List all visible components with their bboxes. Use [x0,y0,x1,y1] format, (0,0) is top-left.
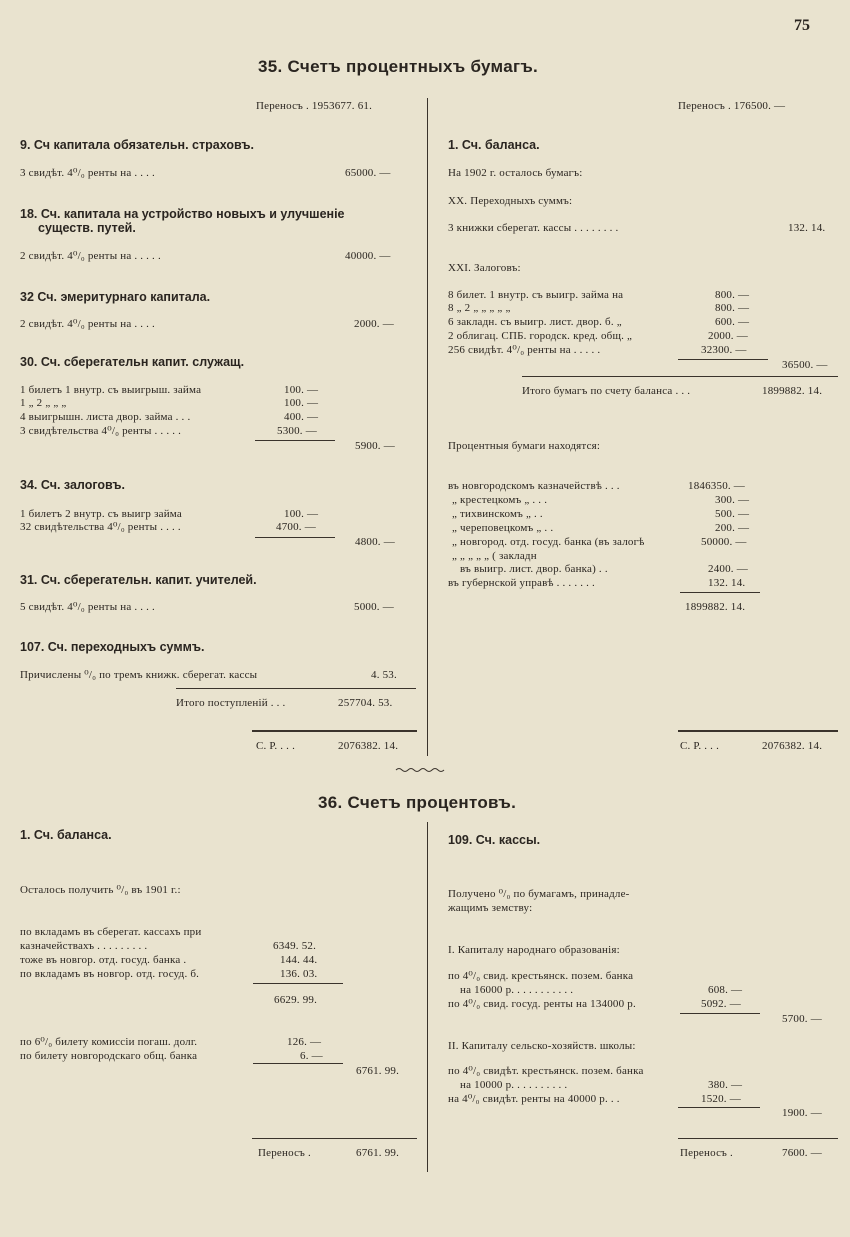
interest-row-value: 136. 03. [280,968,318,980]
column-divider [427,822,428,1172]
account-107-heading: 107. Сч. переходныхъ суммъ. [20,640,205,654]
location-row-value: 500. — [715,508,750,520]
section-35-title: 35. Счетъ процентныхъ бумагъ. [258,57,539,76]
location-total: 1899882. 14. [685,601,746,613]
account-32-heading: 32 Сч. эмеритурнаго капитала. [20,290,211,304]
transit-sums-line: 3 книжки сберегат. кассы . . . . . . . . [448,222,619,234]
sum-rule [678,730,838,732]
subtotal-rule [678,359,768,360]
account-9-line: 3 свидѣт. 4⁰/₀ ренты на . . . . [20,167,155,179]
account-107-line: Причислены ⁰/₀ по тремъ книжк. сберегат. кассы [20,669,258,681]
grand-total-label: С. Р. . . . [680,740,720,752]
transit-sums-value: 132. 14. [788,222,826,234]
account-9-heading: 9. Сч капитала обязательн. страховъ. [20,138,254,152]
account-34-row-value: 4700. — [276,521,316,533]
account-30-row: 1 „ 2 „ „ „ [20,397,67,409]
deposit-row: 256 свидѣт. 4⁰/₀ ренты на . . . . . [448,344,601,356]
interest-row: по 6⁰/₀ билету комиссіи погаш. долг. [20,1036,198,1048]
account-31-heading: 31. Сч. сберегательн. капит. учителей. [20,573,257,587]
account-18-value: 40000. — [345,250,391,262]
sum-rule [678,1138,838,1139]
balance-total-label: Итого бумагъ по счету баланса . . . [522,385,691,397]
capital-i-row-value: 608. — [708,984,743,996]
subtotal-rule [255,537,335,538]
interest-row-value: 6. — [300,1050,323,1062]
location-row: „ новгород. отд. госуд. банка (въ залогѣ [452,536,645,548]
deposit-row: 2 облигац. СПБ. городск. кред. общ. „ [448,330,633,342]
capital-ii-row-value: 1520. — [701,1093,741,1105]
location-row: въ губернской управѣ . . . . . . . [448,577,595,589]
sum-rule [252,730,417,732]
interest-row-value: 144. 44. [280,954,318,966]
remaining-1902: На 1902 г. осталось бумагъ: [448,167,583,179]
location-row: въ выигр. лист. двор. банка) . . [460,563,608,575]
account-30-row: 3 свидѣтельства 4⁰/₀ ренты . . . . . [20,425,182,437]
account-18-line: 2 свидѣт. 4⁰/₀ ренты на . . . . . [20,250,161,262]
carry-right: Переносъ . 176500. — [678,100,786,112]
account-30-row-value: 5300. — [277,425,317,437]
carry-left: Переносъ . 1953677. 61. [256,100,373,112]
subtotal-rule [680,1013,760,1014]
deposit-row-value: 600. — [715,316,750,328]
account-34-heading: 34. Сч. залоговъ. [20,478,125,492]
deposits-total: 36500. — [782,359,828,371]
location-row: „ „ „ „ „ ( закладн [452,550,537,562]
location-row-value: 132. 14. [708,577,746,589]
carry-value: 7600. — [782,1147,822,1159]
interest-row-value: 6349. 52. [273,940,317,952]
interest-subtotal: 6629. 99. [274,994,318,1006]
capital-ii-row-value: 380. — [708,1079,743,1091]
account-1-heading: 1. Сч. баланса. [20,828,112,842]
deposit-row-value: 32300. — [701,344,747,356]
carry-label: Переносъ . [258,1147,311,1159]
account-34-row-value: 100. — [284,508,319,520]
account-1-heading: 1. Сч. баланса. [448,138,540,152]
subtotal-rule [680,592,760,593]
balance-total-value: 1899882. 14. [762,385,823,397]
deposits-heading: XXI. Залоговъ: [448,262,521,274]
capital-ii-row: по 4⁰/₀ свидѣт. крестьянск. позем. банка [448,1065,644,1077]
interest-row: по вкладамъ въ новгор. отд. госуд. б. [20,968,200,980]
account-30-row: 1 билетъ 1 внутр. съ выигрыш. займа [20,384,202,396]
subtotal-rule [253,1063,343,1064]
location-row-value: 50000. — [701,536,747,548]
received-heading: Получено ⁰/₀ по бумагамъ, принадле- [448,888,630,900]
account-30-row: 4 выигрышн. листа двор. займа . . . [20,411,191,423]
capital-ii-row: на 10000 р. . . . . . . . . . [460,1079,568,1091]
subtotal-rule [678,1107,760,1108]
account-32-line: 2 свидѣт. 4⁰/₀ ренты на . . . . [20,318,155,330]
interest-row: тоже въ новгор. отд. госуд. банка . [20,954,187,966]
section-36-title: 36. Счетъ процентовъ. [318,793,517,812]
account-31-value: 5000. — [354,601,394,613]
deposit-row-value: 800. — [715,302,750,314]
total-rule [176,688,416,689]
grand-total-label: С. Р. . . . [256,740,296,752]
account-30-row-value: 400. — [284,411,319,423]
deposit-row: 8 билет. 1 внутр. съ выигр. займа на [448,289,624,301]
subtotal-rule [255,440,335,441]
capital-i-total: 5700. — [782,1013,822,1025]
account-30-row-value: 100. — [284,384,319,396]
account-31-line: 5 свидѣт. 4⁰/₀ ренты на . . . . [20,601,155,613]
location-row-value: 1846350. — [688,480,745,492]
remaining-1901: Осталось получить ⁰/₀ въ 1901 г.: [20,884,181,896]
carry-label: Переносъ . [680,1147,733,1159]
interest-row: по билету новгородскаго общ. банка [20,1050,198,1062]
grand-total-value: 2076382. 14. [338,740,399,752]
account-34-row: 32 свидѣтельства 4⁰/₀ ренты . . . . [20,521,181,533]
transit-sums-heading: XX. Переходныхъ суммъ: [448,195,573,207]
account-107-value: 4. 53. [371,669,397,681]
interest-row: по вкладамъ въ сберегат. кассахъ при [20,926,202,938]
capital-i-heading: I. Капиталу народнаго образованія: [448,944,620,956]
location-row: въ новгородскомъ казначействѣ . . . [448,480,620,492]
account-18-heading-cont: существ. путей. [38,221,136,235]
capital-i-row: по 4⁰/₀ свид. крестьянск. позем. банка [448,970,634,982]
capital-ii-row: на 4⁰/₀ свидѣт. ренты на 40000 р. . . [448,1093,620,1105]
account-30-total: 5900. — [355,440,395,452]
capital-ii-total: 1900. — [782,1107,822,1119]
location-row: „ крестецкомъ „ . . . [452,494,548,506]
capital-i-row-value: 5092. — [701,998,741,1010]
grand-total-value: 2076382. 14. [762,740,823,752]
account-109-heading: 109. Сч. кассы. [448,833,541,847]
sum-rule [252,1138,417,1139]
receipts-total-value: 257704. 53. [338,697,393,709]
section-divider-ornament [395,766,447,774]
location-row-value: 300. — [715,494,750,506]
capital-i-row: по 4⁰/₀ свид. госуд. ренты на 134000 р. [448,998,636,1010]
location-row: „ череповецкомъ „ . . [452,522,554,534]
receipts-total-label: Итого поступленій . . . [176,697,286,709]
received-heading-cont: жащимъ земству: [448,902,533,914]
deposit-row-value: 2000. — [708,330,748,342]
account-34-total: 4800. — [355,536,395,548]
page-number: 75 [794,17,810,34]
account-32-value: 2000. — [354,318,394,330]
total-rule [522,376,838,377]
location-row-value: 200. — [715,522,750,534]
account-30-heading: 30. Сч. сберегательн капит. служащ. [20,355,245,369]
location-row-value: 2400. — [708,563,748,575]
deposit-row: 6 закладн. съ выигр. лист. двор. б. „ [448,316,622,328]
deposit-row: 8 „ 2 „ „ „ „ „ [448,302,511,314]
deposit-row-value: 800. — [715,289,750,301]
account-18-heading: 18. Сч. капитала на устройство новыхъ и улучшеніе [20,207,345,221]
capital-i-row: на 16000 р. . . . . . . . . . . [460,984,574,996]
capital-ii-heading: II. Капиталу сельско-хозяйств. школы: [448,1040,636,1052]
account-9-value: 65000. — [345,167,391,179]
location-heading: Процентныя бумаги находятся: [448,440,601,452]
account-34-row: 1 билетъ 2 внутр. съ выигр займа [20,508,182,520]
column-divider [427,98,428,756]
interest-total: 6761. 99. [356,1065,400,1077]
interest-row-value: 126. — [287,1036,322,1048]
subtotal-rule [253,983,343,984]
carry-value: 6761. 99. [356,1147,400,1159]
location-row: „ тихвинскомъ „ . . [452,508,543,520]
interest-row: казначействахъ . . . . . . . . . [20,940,148,952]
account-30-row-value: 100. — [284,397,319,409]
